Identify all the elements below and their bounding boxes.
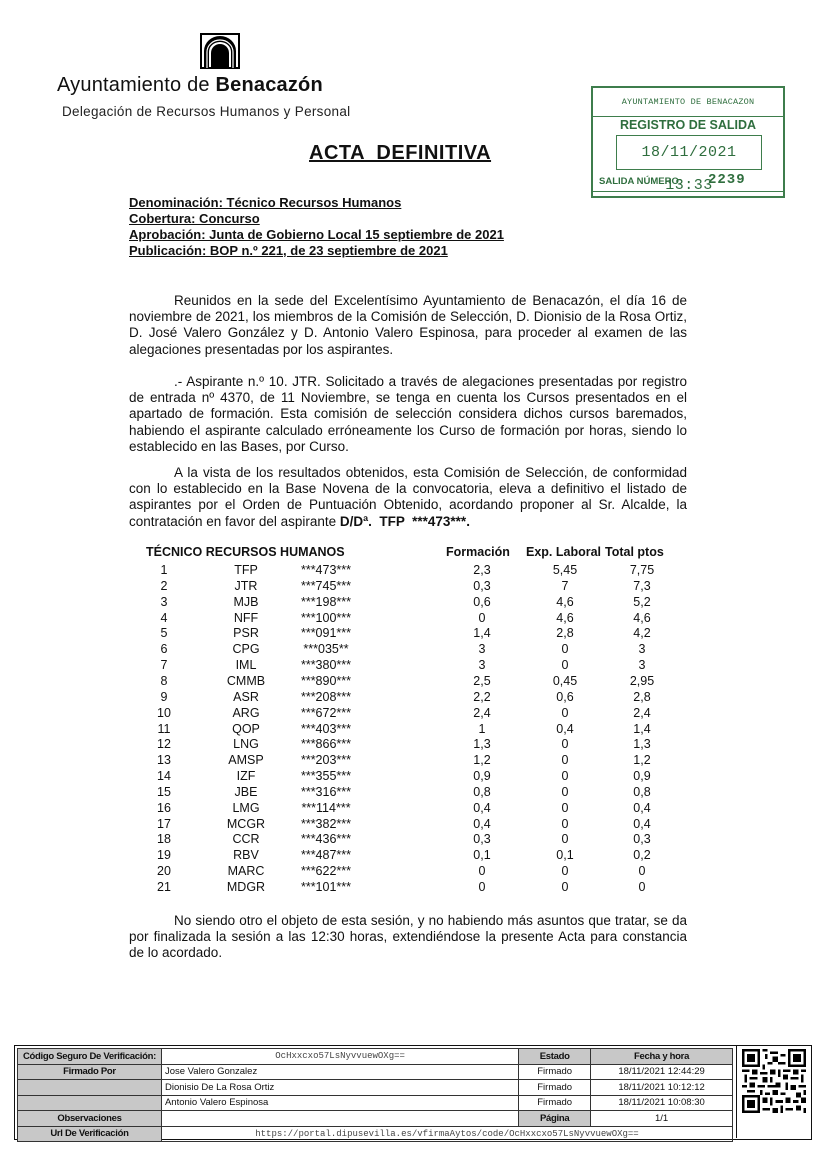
total-cell: 3: [638, 642, 646, 657]
total-cell: 0,2: [633, 848, 651, 863]
signer-datetime: 18/11/2021 12:44:29: [591, 1064, 733, 1080]
rank-cell: 3: [160, 594, 168, 609]
id-cell: ***890***: [300, 673, 352, 688]
formacion-cell: 0,9: [473, 769, 491, 784]
total-cell: 4,6: [633, 610, 651, 625]
formacion-cell: 3: [478, 658, 486, 673]
rank-cell: 8: [160, 673, 168, 688]
signer-datetime: 18/11/2021 10:12:12: [591, 1080, 733, 1096]
organization-name: [57, 74, 323, 97]
document-title: ACTA DEFINITIVA: [309, 142, 492, 164]
experiencia-cell: 0: [561, 864, 569, 879]
total-cell: 0,3: [633, 832, 651, 847]
total-cell: 0,8: [633, 784, 651, 799]
rank-cell: 16: [157, 800, 171, 815]
rank-cell: 10: [157, 705, 171, 720]
experiencia-cell: 0: [561, 832, 569, 847]
rank-cell: 15: [157, 784, 171, 799]
id-cell: ***091***: [300, 626, 352, 641]
initials-cell: LNG: [233, 737, 259, 752]
rank-cell: 21: [157, 880, 171, 894]
initials-cell: RBV: [233, 848, 259, 863]
experiencia-cell: 0,4: [556, 721, 574, 736]
formacion-cell: 0: [478, 864, 486, 879]
id-cell: ***100***: [300, 610, 352, 625]
id-cell: ***622***: [300, 864, 352, 879]
experiencia-cell: 0: [561, 658, 569, 673]
resolution-text: A la vista de los resultados obtenidos, esta Comisión de Selección, de conformidad con lo establecido en la Base Novena de la convocatoria, eleva a definitivo el listado de aspirantes por el Orden de Puntuación Obtenido, acordando proponer al Sr. Alcalde, la contratación en favor del aspirante: [129, 465, 687, 529]
experiencia-cell: 0: [561, 705, 569, 720]
observaciones-label: Observaciones: [18, 1111, 162, 1127]
observaciones-value: [161, 1111, 518, 1127]
url-label: Url De Verificación: [18, 1126, 162, 1142]
rank-cell: 14: [157, 769, 171, 784]
formacion-cell: 0: [478, 880, 486, 894]
initials-cell: JBE: [234, 784, 258, 799]
stamp-number: 2239: [708, 172, 746, 188]
total-cell: 1,2: [633, 753, 651, 768]
qr-container: [736, 1046, 812, 1138]
rank-cell: 20: [157, 864, 171, 879]
formacion-cell: 1,2: [473, 753, 491, 768]
id-cell: ***473***: [300, 563, 352, 577]
selected-candidate: D/Dª. TFP ***473***.: [339, 513, 470, 529]
initials-cell: MARC: [227, 864, 265, 879]
rank-cell: 11: [157, 721, 171, 736]
signer-name: Jose Valero Gonzalez: [161, 1064, 518, 1080]
id-cell: ***101***: [300, 880, 352, 894]
experiencia-cell: 0: [561, 784, 569, 799]
total-cell: 0: [638, 880, 646, 894]
experiencia-cell: 0: [561, 816, 569, 831]
experiencia-cell: 0: [561, 753, 569, 768]
id-cell: ***403***: [300, 721, 352, 736]
stamp-divider: [593, 191, 783, 192]
rank-cell: 4: [160, 610, 168, 625]
meta-denominacion: Denominación: Técnico Recursos Humanos: [129, 195, 402, 210]
experiencia-cell: 0: [561, 737, 569, 752]
rank-cell: 9: [160, 689, 168, 704]
formacion-cell: 2,2: [473, 689, 491, 704]
id-cell: ***198***: [300, 594, 352, 609]
experiencia-cell: 0,45: [552, 673, 578, 688]
id-cell: ***114***: [301, 800, 351, 815]
total-cell: 2,8: [633, 689, 651, 704]
fecha-label: Fecha y hora: [591, 1049, 733, 1065]
rank-cell: 5: [160, 626, 168, 641]
total-cell: 0,9: [633, 769, 651, 784]
total-cell: 3: [638, 658, 646, 673]
id-cell: ***866***: [300, 737, 352, 752]
initials-cell: CCR: [232, 832, 260, 847]
initials-cell: CMMB: [226, 673, 266, 688]
id-cell: ***436***: [300, 832, 352, 847]
initials-cell: JTR: [234, 578, 258, 593]
signature-block: [14, 1045, 812, 1140]
id-cell: ***355***: [300, 769, 352, 784]
id-cell: ***316***: [300, 784, 352, 799]
id-cell: ***487***: [300, 848, 352, 863]
id-cell: ***035**: [303, 642, 349, 657]
id-cell: ***382***: [300, 816, 352, 831]
initials-cell: MJB: [233, 594, 259, 609]
csv-label: Código Seguro De Verificación:: [18, 1049, 162, 1065]
id-cell: ***208***: [300, 689, 352, 704]
qr-code-icon[interactable]: [742, 1049, 806, 1113]
experiencia-cell: 0: [561, 880, 569, 894]
initials-cell: LMG: [232, 800, 260, 815]
rank-cell: 12: [157, 737, 171, 752]
initials-cell: QOP: [232, 721, 260, 736]
signer-status: Firmado: [519, 1080, 591, 1096]
formacion-cell: 0,3: [473, 832, 491, 847]
experiencia-cell: 7: [561, 578, 569, 593]
total-cell: 7,3: [633, 578, 651, 593]
document-meta: [129, 195, 504, 259]
org-name-bold: Benacazón: [215, 74, 323, 96]
signer-status: Firmado: [519, 1095, 591, 1111]
formacion-cell: 2,5: [473, 673, 491, 688]
experiencia-cell: 0: [561, 769, 569, 784]
formacion-cell: 2,4: [473, 705, 491, 720]
header-title: TÉCNICO RECURSOS HUMANOS: [146, 545, 345, 559]
meta-aprobacion: Aprobación: Junta de Gobierno Local 15 septiembre de 2021: [129, 227, 504, 242]
formacion-cell: 0,6: [473, 594, 491, 609]
initials-cell: ASR: [233, 689, 259, 704]
stamp-datetime: 18/11/2021 13:33: [616, 135, 762, 170]
header-total: Total ptos: [605, 545, 664, 559]
initials-cell: MCGR: [226, 816, 266, 831]
total-cell: 7,75: [629, 563, 655, 577]
initials-cell: ARG: [232, 705, 260, 720]
experiencia-cell: 4,6: [556, 594, 574, 609]
signer-status: Firmado: [519, 1064, 591, 1080]
formacion-cell: 0,4: [473, 800, 491, 815]
department-name: Delegación de Recursos Humanos y Personal: [62, 104, 351, 119]
experiencia-cell: 0,1: [556, 848, 574, 863]
initials-cell: CPG: [232, 642, 260, 657]
formacion-cell: 0,4: [473, 816, 491, 831]
initials-cell: PSR: [233, 626, 259, 641]
firmado-por-spacer: [18, 1080, 162, 1096]
paragraph-resolution: [129, 465, 687, 530]
experiencia-cell: 5,45: [552, 563, 578, 577]
initials-cell: MDGR: [226, 880, 266, 894]
stamp-issuer: AYUNTAMIENTO DE BENACAZON: [593, 88, 783, 117]
rank-cell: 19: [157, 848, 171, 863]
org-name-prefix: Ayuntamiento de: [57, 74, 216, 96]
initials-cell: AMSP: [228, 753, 264, 768]
experiencia-cell: 0: [561, 800, 569, 815]
formacion-cell: 1,4: [473, 626, 491, 641]
rank-cell: 13: [157, 753, 171, 768]
rank-cell: 6: [160, 642, 168, 657]
total-cell: 2,4: [633, 705, 651, 720]
formacion-cell: 1: [478, 721, 486, 736]
initials-cell: IML: [235, 658, 257, 673]
formacion-cell: 0,3: [473, 578, 491, 593]
meta-publicacion: Publicación: BOP n.º 221, de 23 septiembre de 2021: [129, 243, 448, 258]
total-cell: 1,4: [633, 721, 651, 736]
rank-cell: 18: [157, 832, 171, 847]
formacion-cell: 1,3: [473, 737, 491, 752]
total-cell: 0,4: [633, 816, 651, 831]
estado-label: Estado: [519, 1049, 591, 1065]
registration-stamp: [591, 86, 785, 198]
rank-cell: 17: [157, 816, 171, 831]
id-cell: ***380***: [300, 658, 352, 673]
arch-icon: [200, 33, 240, 69]
pagina-label: Página: [519, 1111, 591, 1127]
pagina-value: 1/1: [591, 1111, 733, 1127]
total-cell: 2,95: [629, 673, 655, 688]
meta-cobertura: Cobertura: Concurso: [129, 211, 260, 226]
csv-value: OcHxxcxo57LsNyvvuewOXg==: [161, 1049, 518, 1065]
rank-cell: 2: [160, 578, 168, 593]
signature-table: [17, 1048, 733, 1142]
total-cell: 4,2: [633, 626, 651, 641]
initials-cell: NFF: [233, 610, 259, 625]
experiencia-cell: 0: [561, 642, 569, 657]
experiencia-cell: 4,6: [556, 610, 574, 625]
paragraph-allegation: .- Aspirante n.º 10. JTR. Solicitado a través de alegaciones presentadas por registro de entrada nº 4370, de 11 Noviembre, se tenga en cuenta los Cursos presentados en el apartado de formación. Esta comisión de selección considera dichos cursos baremados, habiendo el aspirante calculado erróneamente los Curso de formación por horas, siendo lo establecido en las Bases, por Curso.: [129, 374, 687, 454]
paragraph-meeting: Reunidos en la sede del Excelentísimo Ayuntamiento de Benacazón, el día 16 de noviembre de 2021, los miembros de la Comisión de Selección, D. Dionisio de la Rosa Ortiz, D. José Valero González y D. Antonio Valero Espinosa, para proceder al examen de las alegaciones presentadas por los aspirantes.: [129, 293, 687, 357]
total-cell: 0,4: [633, 800, 651, 815]
formacion-cell: 3: [478, 642, 486, 657]
id-cell: ***745***: [300, 578, 352, 593]
id-cell: ***672***: [300, 705, 352, 720]
total-cell: 5,2: [633, 594, 651, 609]
id-cell: ***203***: [300, 753, 352, 768]
formacion-cell: 0: [478, 610, 486, 625]
header-experiencia: Exp. Laboral: [526, 545, 602, 559]
total-cell: 1,3: [633, 737, 651, 752]
stamp-number-label: SALIDA NÚMERO:: [599, 176, 683, 187]
rank-cell: 1: [160, 563, 168, 577]
firmado-por-spacer: [18, 1095, 162, 1111]
formacion-cell: 0,8: [473, 784, 491, 799]
total-cell: 0: [638, 864, 646, 879]
experiencia-cell: 2,8: [556, 626, 574, 641]
formacion-cell: 2,3: [473, 563, 491, 577]
initials-cell: TFP: [234, 563, 258, 577]
paragraph-closing: No siendo otro el objeto de esta sesión, y no habiendo más asuntos que tratar, se da por finalizada la sesión a las 12:30 horas, extendiéndose la presente Acta para constancia de lo acordado.: [129, 913, 687, 961]
formacion-cell: 0,1: [473, 848, 491, 863]
verification-url[interactable]: https://portal.dipusevilla.es/vfirmaAytos/code/OcHxxcxo57LsNyvvuewOXg==: [161, 1126, 732, 1142]
signer-datetime: 18/11/2021 10:08:30: [591, 1095, 733, 1111]
signer-name: Dionisio De La Rosa Ortiz: [161, 1080, 518, 1096]
header-formacion: Formación: [446, 545, 510, 559]
stamp-title: REGISTRO DE SALIDA: [619, 118, 757, 132]
experiencia-cell: 0,6: [556, 689, 574, 704]
signer-name: Antonio Valero Espinosa: [161, 1095, 518, 1111]
initials-cell: IZF: [236, 769, 256, 784]
firmado-por-label: Firmado Por: [18, 1064, 162, 1080]
rank-cell: 7: [160, 658, 168, 673]
